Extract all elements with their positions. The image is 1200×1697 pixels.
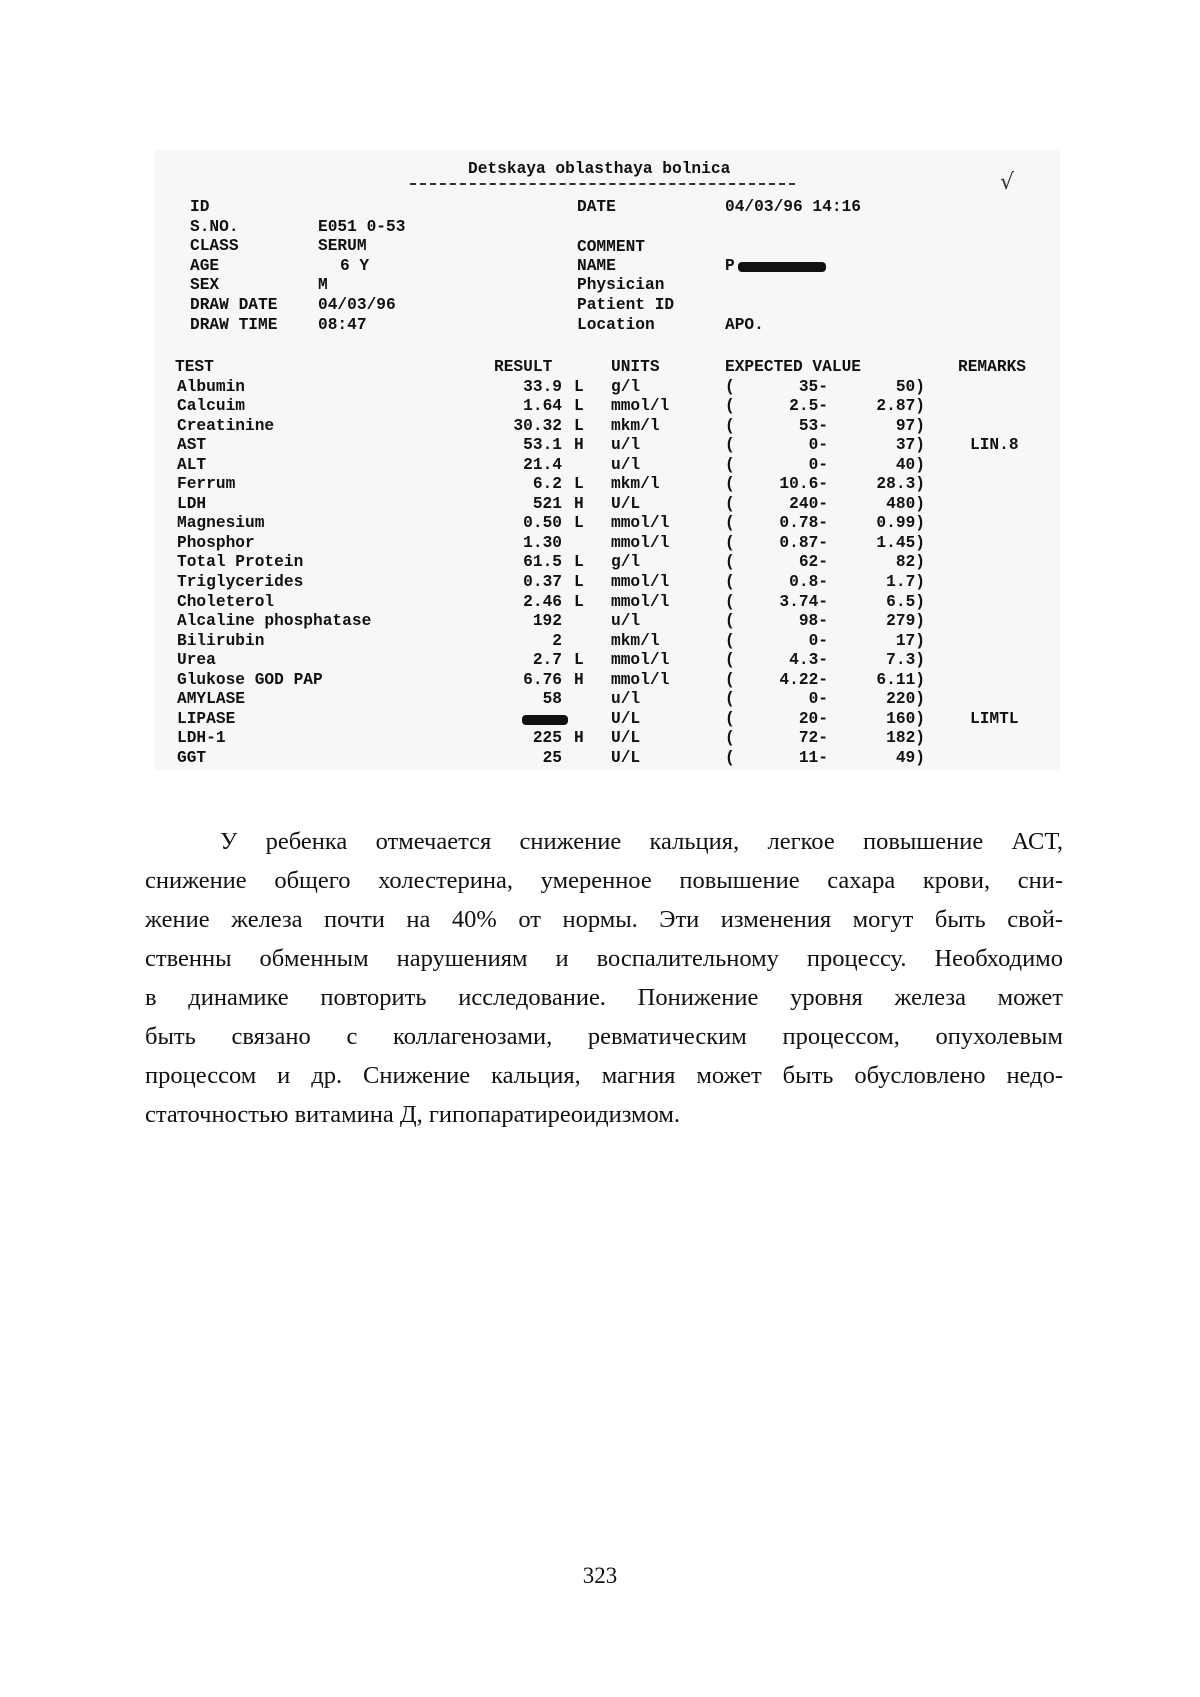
range-open-paren: ( bbox=[725, 729, 735, 748]
test-name: Phosphor bbox=[177, 533, 255, 552]
column-test: TEST bbox=[175, 358, 214, 376]
units: mmol/l bbox=[611, 514, 670, 533]
field-value: E051 0-53 bbox=[318, 217, 406, 236]
range-high: 6.5) bbox=[886, 592, 925, 611]
test-name: Albumin bbox=[177, 377, 245, 396]
range-low: 4.22- bbox=[779, 670, 828, 689]
result-flag: H bbox=[574, 436, 584, 455]
range-open-paren: ( bbox=[725, 651, 735, 670]
range-high: 0.99) bbox=[876, 514, 925, 533]
range-low: 3.74- bbox=[779, 592, 828, 611]
units: mkm/l bbox=[611, 416, 660, 435]
range-low: 0- bbox=[808, 631, 828, 650]
paragraph-line: ственны обменным нарушениям и воспалительному процессу. Необходимо bbox=[145, 945, 1063, 972]
result-value: 0.37 bbox=[523, 573, 562, 591]
range-high: 7.3) bbox=[886, 651, 925, 670]
test-name: Total Protein bbox=[177, 553, 304, 572]
range-open-paren: ( bbox=[725, 553, 735, 572]
paragraph-line: процессом и др. Снижение кальция, магния может быть обусловлено недо- bbox=[145, 1062, 1063, 1089]
page-number: 323 bbox=[582, 1563, 618, 1588]
table-row bbox=[0, 573, 1200, 592]
range-low: 62- bbox=[798, 553, 828, 572]
result-flag: L bbox=[574, 397, 584, 416]
range-low: 0.78- bbox=[779, 514, 828, 533]
range-open-paren: ( bbox=[725, 377, 735, 396]
range-high: 1.45) bbox=[876, 533, 925, 552]
range-open-paren: ( bbox=[725, 416, 735, 435]
result-value: 25 bbox=[542, 748, 562, 767]
range-high: 279) bbox=[886, 612, 925, 631]
range-low: 0- bbox=[808, 455, 828, 474]
test-name: Magnesium bbox=[177, 514, 265, 533]
result-value: 192 bbox=[532, 612, 562, 631]
range-high: 6.11) bbox=[876, 670, 925, 689]
range-high: 220) bbox=[886, 690, 925, 709]
units: U/L bbox=[611, 748, 641, 767]
result-value: 521 bbox=[532, 494, 562, 513]
table-row bbox=[0, 593, 1200, 612]
test-name: LDH bbox=[177, 494, 207, 513]
result-flag: L bbox=[574, 592, 584, 611]
paragraph-line: быть связано с коллагенозами, ревматическим процессом, опухолевым bbox=[145, 1023, 1063, 1050]
units: g/l bbox=[611, 377, 641, 396]
units: U/L bbox=[611, 494, 641, 513]
range-open-paren: ( bbox=[725, 533, 735, 552]
result-value: 6.76 bbox=[523, 670, 562, 689]
result-value: 1.30 bbox=[523, 533, 562, 552]
field-label: S.NO. bbox=[190, 217, 239, 236]
range-high: 28.3) bbox=[876, 475, 925, 494]
units: mkm/l bbox=[611, 475, 660, 494]
result-flag: L bbox=[574, 416, 584, 435]
range-low: 20- bbox=[798, 709, 828, 728]
result-value: 30.32 bbox=[513, 416, 562, 435]
units: u/l bbox=[611, 612, 641, 631]
result-value: 225 bbox=[532, 729, 562, 748]
test-name: Glukose GOD PAP bbox=[177, 670, 323, 689]
test-name: GGT bbox=[177, 748, 207, 767]
result-flag: H bbox=[574, 494, 584, 513]
result-flag: L bbox=[574, 651, 584, 670]
test-name: LDH-1 bbox=[177, 729, 226, 748]
result-flag: L bbox=[574, 475, 584, 494]
range-low: 0- bbox=[808, 690, 828, 709]
range-open-paren: ( bbox=[725, 494, 735, 513]
units: u/l bbox=[611, 455, 641, 474]
range-high: 182) bbox=[886, 729, 925, 748]
column-remarks: REMARKS bbox=[958, 358, 1026, 376]
table-row bbox=[0, 456, 1200, 475]
range-open-paren: ( bbox=[725, 573, 735, 591]
units: u/l bbox=[611, 690, 641, 709]
field-value: 04/03/96 bbox=[318, 296, 396, 314]
units: mmol/l bbox=[611, 670, 670, 689]
range-open-paren: ( bbox=[725, 397, 735, 416]
range-open-paren: ( bbox=[725, 748, 735, 767]
table-row bbox=[0, 612, 1200, 631]
remarks: LIN.8 bbox=[970, 436, 1019, 455]
units: mmol/l bbox=[611, 573, 670, 591]
result-flag: L bbox=[574, 377, 584, 396]
range-high: 50) bbox=[895, 377, 925, 396]
range-high: 40) bbox=[895, 455, 925, 474]
range-high: 160) bbox=[886, 709, 925, 728]
units: mmol/l bbox=[611, 397, 670, 416]
test-name: Calcuim bbox=[177, 397, 245, 416]
redaction-mark bbox=[522, 715, 568, 725]
column-units: UNITS bbox=[611, 358, 660, 376]
test-name: Urea bbox=[177, 651, 216, 670]
test-name: AST bbox=[177, 436, 207, 455]
redaction-mark bbox=[738, 262, 826, 272]
table-row bbox=[0, 436, 1200, 455]
range-high: 2.87) bbox=[876, 397, 925, 416]
range-open-paren: ( bbox=[725, 709, 735, 728]
units: mmol/l bbox=[611, 651, 670, 670]
range-low: 0- bbox=[808, 436, 828, 455]
field-label: AGE bbox=[190, 256, 220, 275]
table-row bbox=[0, 514, 1200, 533]
table-row bbox=[0, 378, 1200, 397]
range-low: 0.87- bbox=[779, 533, 828, 552]
field-label: DRAW TIME bbox=[190, 315, 278, 334]
redacted-name: P bbox=[725, 257, 735, 275]
result-flag: H bbox=[574, 670, 584, 689]
paragraph-line: в динамике повторить исследование. Понижение уровня железа может bbox=[145, 984, 1063, 1011]
range-open-paren: ( bbox=[725, 514, 735, 533]
field-value: SERUM bbox=[318, 237, 367, 256]
table-row bbox=[0, 495, 1200, 514]
test-name: ALT bbox=[177, 455, 207, 474]
test-name: LIPASE bbox=[177, 709, 236, 728]
range-low: 10.6- bbox=[779, 475, 828, 494]
result-value: 21.4 bbox=[523, 455, 562, 474]
field-label: Physician bbox=[577, 276, 665, 294]
result-value: 0.50 bbox=[523, 514, 562, 533]
range-high: 480) bbox=[886, 494, 925, 513]
table-row bbox=[0, 690, 1200, 709]
result-flag: H bbox=[574, 729, 584, 748]
range-open-paren: ( bbox=[725, 436, 735, 455]
field-value: 08:47 bbox=[318, 315, 367, 334]
field-label: NAME bbox=[577, 257, 616, 275]
result-value: 2.46 bbox=[523, 592, 562, 611]
test-name: Creatinine bbox=[177, 416, 275, 435]
range-high: 82) bbox=[895, 553, 925, 572]
test-name: Triglycerides bbox=[177, 573, 304, 591]
range-low: 35- bbox=[798, 377, 828, 396]
range-low: 72- bbox=[798, 729, 828, 748]
range-open-paren: ( bbox=[725, 592, 735, 611]
paragraph-line: снижение общего холестерина, умеренное повышение сахара крови, сни- bbox=[145, 867, 1063, 894]
field-value: APO. bbox=[725, 316, 764, 334]
table-row bbox=[0, 534, 1200, 553]
table-row bbox=[0, 397, 1200, 416]
test-name: Ferrum bbox=[177, 475, 236, 494]
table-row bbox=[0, 729, 1200, 748]
table-row bbox=[0, 671, 1200, 690]
units: mmol/l bbox=[611, 592, 670, 611]
check-mark-icon: √ bbox=[1000, 170, 1015, 195]
table-row bbox=[0, 632, 1200, 651]
units: u/l bbox=[611, 436, 641, 455]
field-label: COMMENT bbox=[577, 238, 645, 256]
range-high: 37) bbox=[895, 436, 925, 455]
table-row bbox=[0, 417, 1200, 436]
range-high: 97) bbox=[895, 416, 925, 435]
field-label: CLASS bbox=[190, 237, 239, 256]
field-value: 04/03/96 14:16 bbox=[725, 198, 861, 216]
range-high: 49) bbox=[895, 748, 925, 767]
table-row bbox=[0, 710, 1200, 729]
title-divider bbox=[410, 183, 795, 185]
range-high: 1.7) bbox=[886, 573, 925, 591]
range-open-paren: ( bbox=[725, 631, 735, 650]
result-flag: L bbox=[574, 553, 584, 572]
result-value: 6.2 bbox=[532, 475, 562, 494]
range-low: 2.5- bbox=[789, 397, 828, 416]
range-low: 53- bbox=[798, 416, 828, 435]
report-title: Detskaya oblasthaya bolnica bbox=[468, 160, 731, 178]
test-name: AMYLASE bbox=[177, 690, 245, 709]
result-value: 58 bbox=[542, 690, 562, 709]
test-name: Bilirubin bbox=[177, 631, 265, 650]
result-value: 33.9 bbox=[523, 377, 562, 396]
field-value: 6 Y bbox=[340, 256, 370, 275]
range-open-paren: ( bbox=[725, 670, 735, 689]
remarks: LIMTL bbox=[970, 709, 1019, 728]
paragraph-line: жение железа почти на 40% от нормы. Эти изменения могут быть свой- bbox=[145, 906, 1063, 933]
range-low: 240- bbox=[789, 494, 828, 513]
commentary-paragraph bbox=[145, 822, 1063, 1134]
result-value: 61.5 bbox=[523, 553, 562, 572]
field-value: M bbox=[318, 276, 328, 295]
field-label: ID bbox=[190, 198, 210, 216]
table-row bbox=[0, 553, 1200, 572]
units: U/L bbox=[611, 709, 641, 728]
field-label: SEX bbox=[190, 276, 220, 295]
table-row bbox=[0, 475, 1200, 494]
range-open-paren: ( bbox=[725, 612, 735, 631]
result-value: 2.7 bbox=[532, 651, 562, 670]
range-low: 11- bbox=[798, 748, 828, 767]
result-value: 53.1 bbox=[523, 436, 562, 455]
result-value: 2 bbox=[552, 631, 562, 650]
units: U/L bbox=[611, 729, 641, 748]
range-high: 17) bbox=[895, 631, 925, 650]
result-flag: L bbox=[574, 573, 584, 591]
field-label: Patient ID bbox=[577, 296, 675, 314]
range-low: 0.8- bbox=[789, 573, 828, 591]
range-open-paren: ( bbox=[725, 475, 735, 494]
field-label: Location bbox=[577, 316, 655, 334]
result-value: 1.64 bbox=[523, 397, 562, 416]
table-row bbox=[0, 749, 1200, 768]
table-row bbox=[0, 651, 1200, 670]
range-open-paren: ( bbox=[725, 690, 735, 709]
range-low: 98- bbox=[798, 612, 828, 631]
result-flag: L bbox=[574, 514, 584, 533]
units: mmol/l bbox=[611, 533, 670, 552]
units: mkm/l bbox=[611, 631, 660, 650]
column-result: RESULT bbox=[494, 358, 553, 376]
units: g/l bbox=[611, 553, 641, 572]
column-expected-value: EXPECTED VALUE bbox=[725, 358, 861, 376]
range-low: 4.3- bbox=[789, 651, 828, 670]
paragraph-line: статочностью витамина Д, гипопаратиреоидизмом. bbox=[145, 1101, 680, 1128]
range-open-paren: ( bbox=[725, 455, 735, 474]
test-name: Alcaline phosphatase bbox=[177, 612, 372, 631]
paragraph-line: У ребенка отмечается снижение кальция, легкое повышение АСТ, bbox=[220, 828, 1063, 855]
field-label: DATE bbox=[577, 198, 616, 216]
field-label: DRAW DATE bbox=[190, 296, 278, 314]
test-name: Choleterol bbox=[177, 592, 275, 611]
